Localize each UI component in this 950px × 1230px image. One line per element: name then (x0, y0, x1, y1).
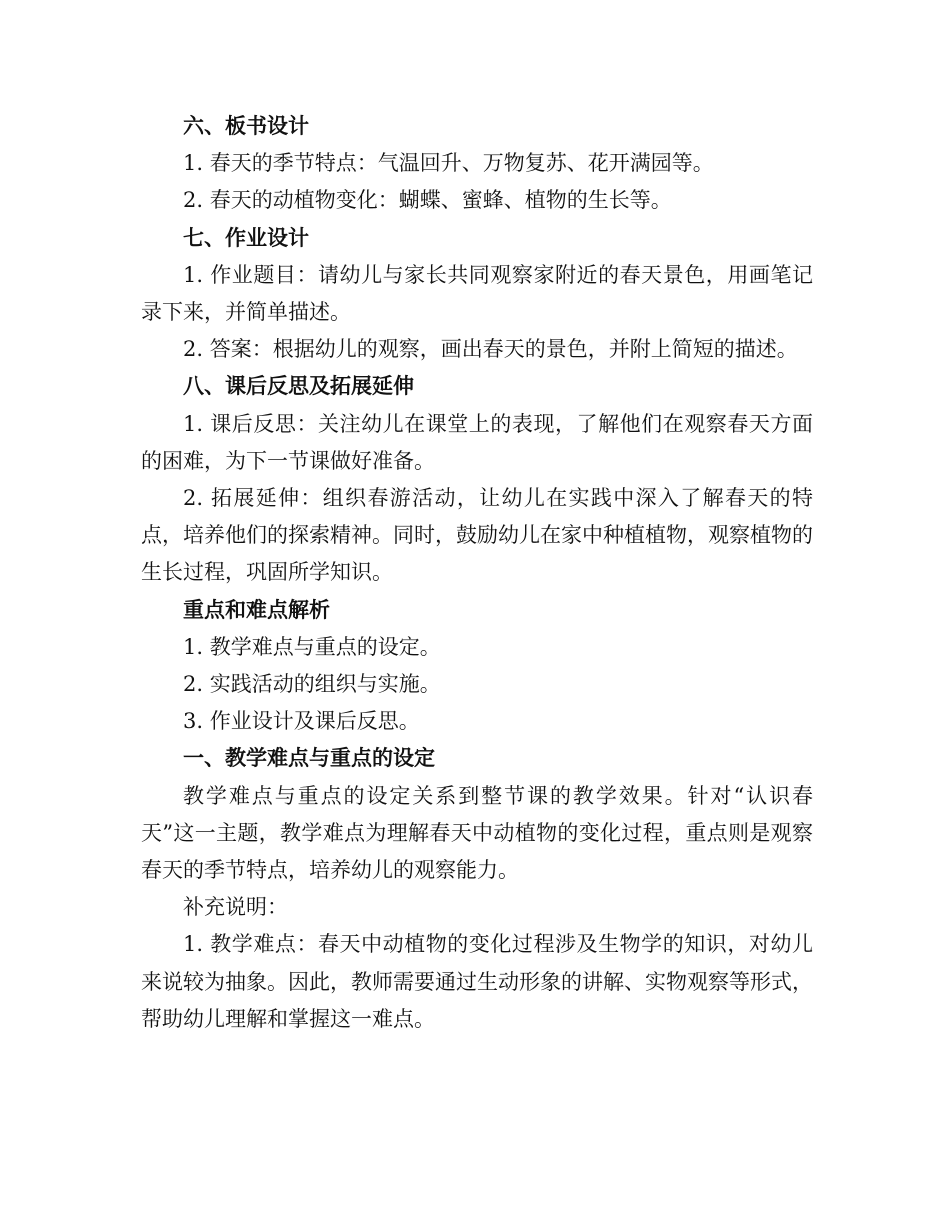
paragraph: 1. 教学难点与重点的设定。 (183, 634, 441, 659)
paragraph: 2. 实践活动的组织与实施。 (183, 672, 441, 697)
section-heading-difficulty-setting: 一、教学难点与重点的设定 (183, 746, 435, 771)
paragraph: 1. 春天的季节特点：气温回升、万物复苏、花开满园等。 (183, 151, 714, 176)
paragraph: 2. 拓展延伸：组织春游活动，让幼儿在实践中深入了解春天的特点，培养他们的探索精神。同时，鼓励幼儿在家中种植植物，观察植物的生长过程，巩固所学知识。 (141, 486, 813, 585)
section-heading-board-design: 六、板书设计 (183, 114, 309, 138)
paragraph: 2. 答案：根据幼儿的观察，画出春天的景色，并附上简短的描述。 (183, 337, 798, 362)
document-body (141, 108, 813, 1038)
section-heading-reflection-extension: 八、课后反思及拓展延伸 (183, 374, 414, 399)
paragraph: 2. 春天的动植物变化：蝴蝶、蜜蜂、植物的生长等。 (183, 188, 672, 213)
paragraph: 1. 教学难点：春天中动植物的变化过程涉及生物学的知识，对幼儿来说较为抽象。因此，教师需要通过生动形象的讲解、实物观察等形式，帮助幼儿理解和掌握这一难点。 (141, 932, 813, 1031)
section-heading-homework-design: 七、作业设计 (183, 225, 309, 250)
paragraph: 1. 作业题目：请幼儿与家长共同观察家附近的春天景色，用画笔记录下来，并简单描述。 (141, 262, 813, 325)
paragraph: 教学难点与重点的设定关系到整节课的教学效果。针对“认识春天”这一主题，教学难点为理解春天中动植物的变化过程，重点则是观察春天的季节特点，培养幼儿的观察能力。 (141, 783, 813, 883)
section-heading-key-points-analysis: 重点和难点解析 (183, 597, 330, 622)
paragraph: 1. 课后反思：关注幼儿在课堂上的表现，了解他们在观察春天方面的困难，为下一节课做好准备。 (141, 411, 813, 473)
paragraph: 补充说明： (183, 895, 288, 920)
paragraph: 3. 作业设计及课后反思。 (183, 709, 420, 734)
